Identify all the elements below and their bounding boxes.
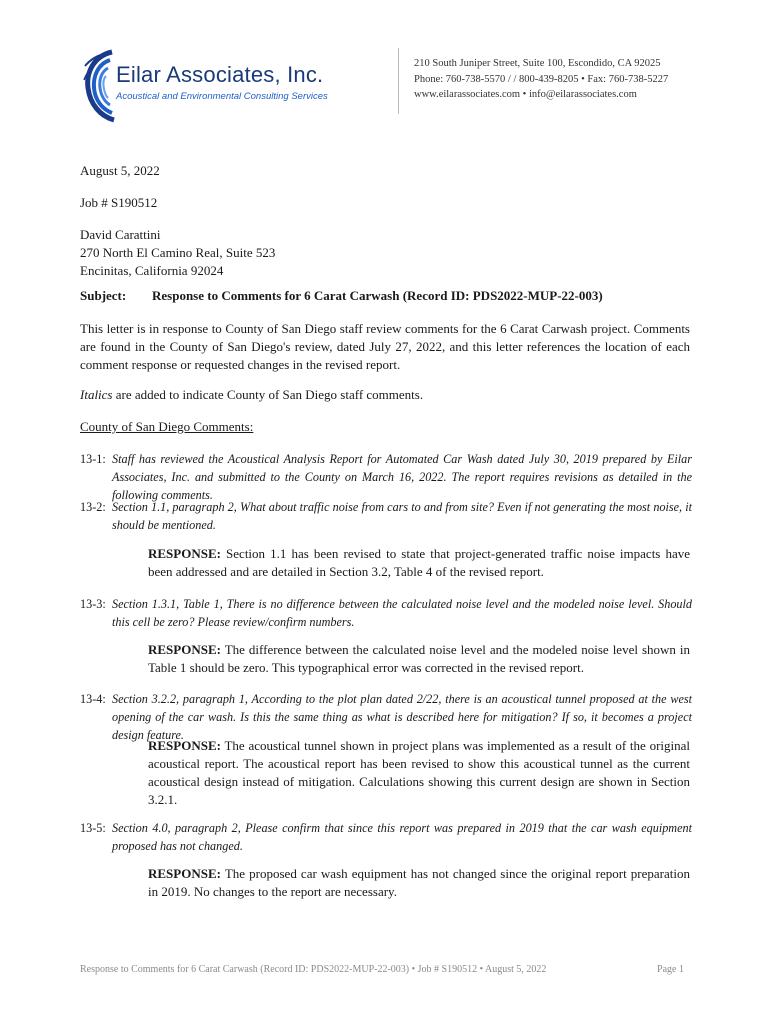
response-text: Section 1.1 has been revised to state that project-generated traffic noise impacts have been addressed and are detailed in Section 3.2, Table 4 of the revised report. — [148, 546, 690, 579]
comment-item — [80, 450, 692, 504]
company-logo — [82, 46, 362, 126]
contact-address: 210 South Juniper Street, Suite 100, Escondido, CA 92025 — [414, 58, 661, 69]
comment-text: Section 1.1, paragraph 2, What about traffic noise from cars to and from site? Even if not generating the most noise, it should be mentioned. — [112, 500, 692, 532]
recipient-street: 270 North El Camino Real, Suite 523 — [80, 245, 276, 260]
comment-text: Section 4.0, paragraph 2, Please confirm that since this report was prepared in 2019 that the car wash equipment proposed has not changed. — [112, 821, 692, 853]
section-heading: County of San Diego Comments: — [80, 419, 254, 434]
response-label: RESPONSE: — [148, 866, 221, 881]
comment-item — [80, 690, 692, 744]
contact-web[interactable]: www.eilarassociates.com • info@eilarassociates.com — [414, 89, 637, 100]
company-tagline: Acoustical and Environmental Consulting Services — [116, 91, 328, 102]
subject-text: Response to Comments for 6 Carat Carwash (Record ID: PDS2022-MUP-22-003) — [152, 288, 603, 303]
response-label: RESPONSE: — [148, 738, 221, 753]
response-text: The proposed car wash equipment has not changed since the original report preparation in 2019. No changes to the report are necessary. — [148, 866, 690, 899]
contact-info — [414, 56, 668, 103]
subject-label: Subject: — [80, 288, 127, 303]
italics-word: Italics — [80, 387, 113, 402]
page-number: Page 1 — [657, 964, 684, 975]
response-paragraph — [148, 737, 690, 809]
italics-note — [80, 386, 690, 404]
response-label: RESPONSE: — [148, 546, 221, 561]
italics-note-text: are added to indicate County of San Diego staff comments. — [112, 387, 424, 402]
company-name: Eilar Associates, Inc. — [116, 62, 324, 87]
comment-text: Section 3.2.2, paragraph 1, According to the plot plan dated 2/22, there is an acoustical tunnel proposed at the west opening of the car wash. Is this the same thing as what is described here for mitigation? If so, it becomes a project design feature. — [112, 692, 692, 742]
comment-item — [80, 498, 692, 534]
comment-number: 13-4: — [80, 692, 106, 706]
response-paragraph — [148, 641, 690, 677]
comment-text: Staff has reviewed the Acoustical Analysis Report for Automated Car Wash dated July 30, 2019 prepared by Eilar Associates, Inc. and submitted to the County on March 16, 2022. The report requires revisions as detailed in the following comments. — [112, 452, 692, 502]
header-divider — [398, 48, 399, 114]
letter-date: August 5, 2022 — [80, 163, 160, 178]
response-label: RESPONSE: — [148, 642, 221, 657]
response-text: The acoustical tunnel shown in project plans was implemented as a result of the original acoustical report. The acoustical report has been revised to show this acoustical tunnel as the current acoustical design instead of mitigation. Calculations showing this current design are shown in Section 3.2.1. — [148, 738, 690, 807]
contact-phone: Phone: 760-738-5570 / / 800-439-8205 • Fax: 760-738-5227 — [414, 73, 669, 85]
comment-number: 13-1: — [80, 452, 106, 466]
comment-item — [80, 595, 692, 631]
response-paragraph — [148, 545, 690, 581]
job-number: Job # S190512 — [80, 195, 158, 210]
comment-item — [80, 819, 692, 855]
intro-paragraph: This letter is in response to County of San Diego staff review comments for the 6 Carat Carwash project. Comments are found in the County of San Diego's review, dated July 27, 2022, and this letter references the location of each comment response or requested changes in the revised report. — [80, 321, 690, 372]
recipient-city: Encinitas, California 92024 — [80, 263, 224, 278]
response-text: The difference between the calculated noise level and the modeled noise level shown in Table 1 should be zero. This typographical error was corrected in the revised report. — [148, 642, 690, 675]
comment-number: 13-3: — [80, 597, 106, 611]
comment-number: 13-5: — [80, 821, 106, 835]
response-paragraph — [148, 865, 690, 901]
recipient-block — [80, 226, 690, 280]
footer-text: Response to Comments for 6 Carat Carwash (Record ID: PDS2022-MUP-22-003) • Job # S190512 • August 5, 2022 — [80, 964, 547, 975]
comment-text: Section 1.3.1, Table 1, There is no difference between the calculated noise level and the modeled noise level. Should this cell be zero? Please review/confirm numbers. — [112, 597, 692, 629]
comment-number: 13-2: — [80, 500, 106, 514]
recipient-name: David Carattini — [80, 227, 161, 242]
